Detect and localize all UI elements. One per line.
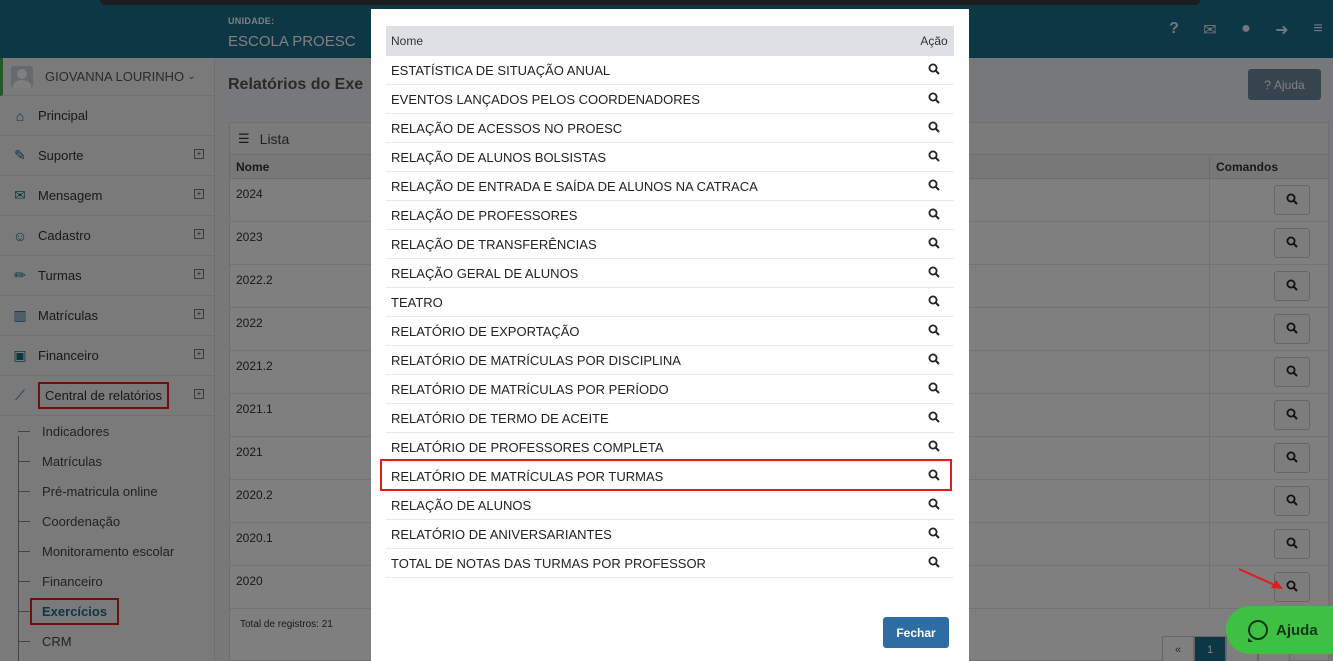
search-icon — [928, 324, 940, 339]
search-icon — [928, 353, 940, 368]
report-name: EVENTOS LANÇADOS PELOS COORDENADORES — [391, 91, 700, 107]
chat-help-label: Ajuda — [1276, 621, 1318, 639]
report-row[interactable] — [386, 433, 954, 462]
report-name: ESTATÍSTICA DE SITUAÇÃO ANUAL — [391, 62, 611, 78]
search-icon — [928, 556, 940, 571]
report-row[interactable] — [386, 201, 954, 230]
reports-table — [386, 26, 954, 578]
report-row[interactable] — [386, 549, 954, 578]
search-icon — [928, 208, 940, 223]
report-name: RELATÓRIO DE MATRÍCULAS POR PERÍODO — [391, 381, 669, 397]
view-report-button[interactable] — [914, 266, 954, 281]
view-report-button[interactable] — [914, 411, 954, 426]
column-name: Nome — [391, 34, 424, 48]
report-name: RELAÇÃO GERAL DE ALUNOS — [391, 265, 579, 281]
search-icon — [928, 92, 940, 107]
report-name: RELAÇÃO DE TRANSFERÊNCIAS — [391, 236, 597, 252]
view-report-button[interactable] — [914, 527, 954, 542]
report-row[interactable] — [386, 230, 954, 259]
close-button[interactable]: Fechar — [883, 617, 949, 648]
search-icon — [928, 179, 940, 194]
view-report-button[interactable] — [914, 382, 954, 397]
highlight-box — [380, 459, 952, 491]
view-report-button[interactable] — [914, 208, 954, 223]
search-icon — [928, 121, 940, 136]
search-icon — [928, 382, 940, 397]
search-icon — [928, 266, 940, 281]
report-row[interactable] — [386, 143, 954, 172]
view-report-button[interactable] — [914, 498, 954, 513]
search-icon — [928, 440, 940, 455]
report-name: RELATÓRIO DE ANIVERSARIANTES — [391, 526, 612, 542]
report-row[interactable] — [386, 85, 954, 114]
search-icon — [928, 150, 940, 165]
report-name: RELATÓRIO DE EXPORTAÇÃO — [391, 323, 580, 339]
report-name: TOTAL DE NOTAS DAS TURMAS POR PROFESSOR — [391, 555, 706, 571]
report-row[interactable] — [386, 491, 954, 520]
report-row[interactable] — [386, 317, 954, 346]
view-report-button[interactable] — [914, 63, 954, 78]
view-report-button[interactable] — [914, 324, 954, 339]
view-report-button[interactable] — [914, 295, 954, 310]
view-report-button[interactable] — [914, 556, 954, 571]
chat-help-button[interactable] — [1226, 606, 1333, 654]
report-row[interactable] — [386, 520, 954, 549]
report-row[interactable] — [386, 346, 954, 375]
report-name: RELATÓRIO DE MATRÍCULAS POR DISCIPLINA — [391, 352, 681, 368]
report-name: RELATÓRIO DE PROFESSORES COMPLETA — [391, 439, 664, 455]
view-report-button[interactable] — [914, 150, 954, 165]
report-row[interactable] — [386, 114, 954, 143]
report-row[interactable] — [386, 172, 954, 201]
report-name: TEATRO — [391, 294, 443, 310]
view-report-button[interactable] — [914, 92, 954, 107]
column-action: Ação — [920, 34, 948, 48]
report-row[interactable] — [386, 56, 954, 85]
report-row[interactable] — [386, 259, 954, 288]
report-name: RELAÇÃO DE ALUNOS — [391, 497, 532, 513]
report-name: RELAÇÃO DE ALUNOS BOLSISTAS — [391, 149, 607, 165]
view-report-button[interactable] — [914, 353, 954, 368]
search-icon — [928, 498, 940, 513]
report-name: RELAÇÃO DE ACESSOS NO PROESC — [391, 120, 623, 136]
report-name: RELATÓRIO DE TERMO DE ACEITE — [391, 410, 609, 426]
search-icon — [928, 527, 940, 542]
report-name: RELATÓRIO DE MATRÍCULAS POR TURMAS — [391, 468, 664, 484]
view-report-button[interactable] — [914, 440, 954, 455]
reports-table-header — [386, 26, 954, 56]
reports-modal — [371, 9, 969, 661]
red-arrow-annotation — [1237, 567, 1287, 595]
search-icon — [928, 411, 940, 426]
report-row[interactable] — [386, 404, 954, 433]
report-name: RELAÇÃO DE PROFESSORES — [391, 207, 578, 223]
view-report-button[interactable] — [914, 121, 954, 136]
view-report-button[interactable] — [914, 237, 954, 252]
view-report-button[interactable] — [914, 179, 954, 194]
report-row[interactable] — [386, 375, 954, 404]
search-icon — [928, 295, 940, 310]
report-row[interactable] — [386, 288, 954, 317]
report-name: RELAÇÃO DE ENTRADA E SAÍDA DE ALUNOS NA CATRACA — [391, 178, 758, 194]
chat-bubble-icon — [1248, 620, 1268, 640]
search-icon — [928, 63, 940, 78]
search-icon — [928, 237, 940, 252]
